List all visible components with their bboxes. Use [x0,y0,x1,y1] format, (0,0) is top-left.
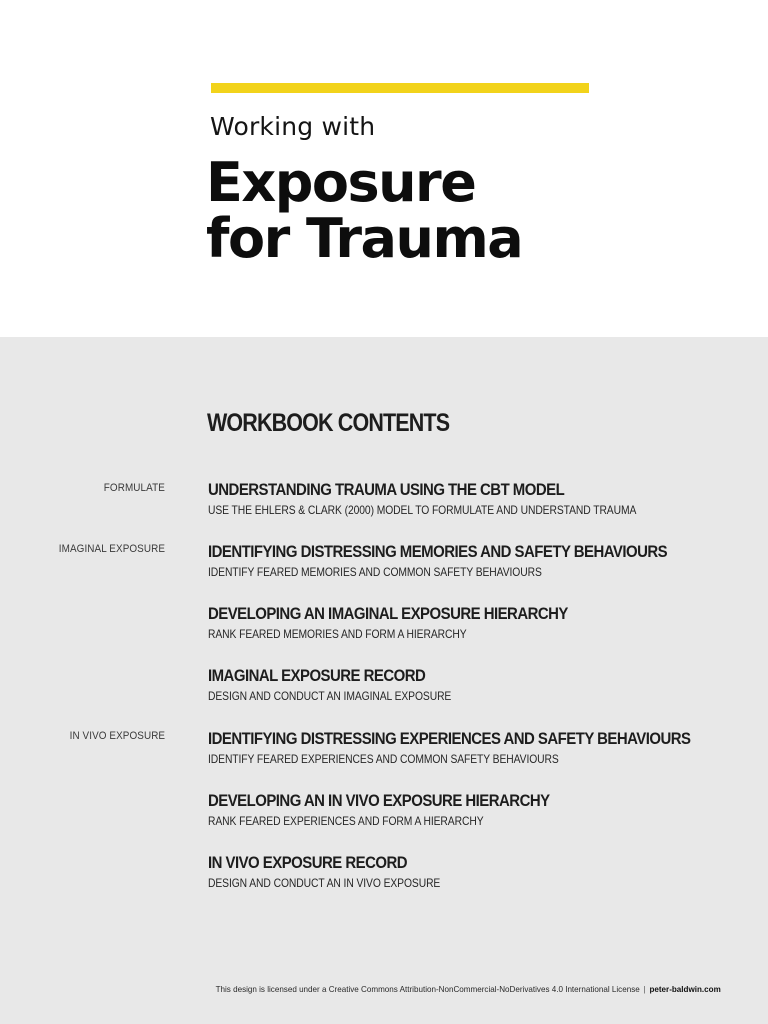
section-label-in-vivo-exposure: IN VIVO EXPOSURE [69,730,165,742]
contents-item[interactable] [208,480,748,517]
contents-item-subtitle: USE THE EHLERS & CLARK (2000) MODEL TO FORMULATE AND UNDERSTAND TRAUMA [208,503,637,517]
contents-item-title: IN VIVO EXPOSURE RECORD [208,853,408,872]
accent-bar [211,83,589,93]
section-label-imaginal-exposure: IMAGINAL EXPOSURE [58,543,165,555]
contents-item[interactable] [208,604,748,641]
section-label-formulate: FORMULATE [103,482,165,494]
contents-item-subtitle: IDENTIFY FEARED MEMORIES AND COMMON SAFETY BEHAVIOURS [208,565,542,579]
contents-item-title: UNDERSTANDING TRAUMA USING THE CBT MODEL [208,480,565,499]
contents-item[interactable] [208,542,748,579]
contents-item-title: IMAGINAL EXPOSURE RECORD [208,666,426,685]
contents-item-title: DEVELOPING AN IN VIVO EXPOSURE HIERARCHY [208,791,550,810]
contents-item-subtitle: RANK FEARED EXPERIENCES AND FORM A HIERARCHY [208,814,484,828]
contents-item[interactable] [208,729,748,766]
contents-item[interactable] [208,666,748,703]
site-link[interactable]: peter-baldwin.com [649,984,721,994]
footer-separator: | [643,984,646,994]
contents-item[interactable] [208,853,748,890]
footer-license [216,984,721,994]
contents-item-title: DEVELOPING AN IMAGINAL EXPOSURE HIERARCHY [208,604,568,623]
contents-item-subtitle: RANK FEARED MEMORIES AND FORM A HIERARCHY [208,627,467,641]
contents-item-subtitle: IDENTIFY FEARED EXPERIENCES AND COMMON SAFETY BEHAVIOURS [208,752,559,766]
contents-item-title: IDENTIFYING DISTRESSING MEMORIES AND SAFETY BEHAVIOURS [208,542,668,561]
contents-item-subtitle: DESIGN AND CONDUCT AN IMAGINAL EXPOSURE [208,689,452,703]
title-kicker: Working with [210,112,376,141]
page-title [206,151,523,270]
contents-item-subtitle: DESIGN AND CONDUCT AN IN VIVO EXPOSURE [208,876,441,890]
contents-heading: WORKBOOK CONTENTS [207,409,450,437]
license-text[interactable]: This design is licensed under a Creative Commons Attribution-NonCommercial-NoDerivatives 4.0 International License [215,984,640,994]
page-title-line-1: Exposure [206,151,476,214]
contents-item[interactable] [208,791,748,828]
contents-item-title: IDENTIFYING DISTRESSING EXPERIENCES AND SAFETY BEHAVIOURS [208,729,691,748]
page-title-line-2: for Trauma [206,207,523,270]
